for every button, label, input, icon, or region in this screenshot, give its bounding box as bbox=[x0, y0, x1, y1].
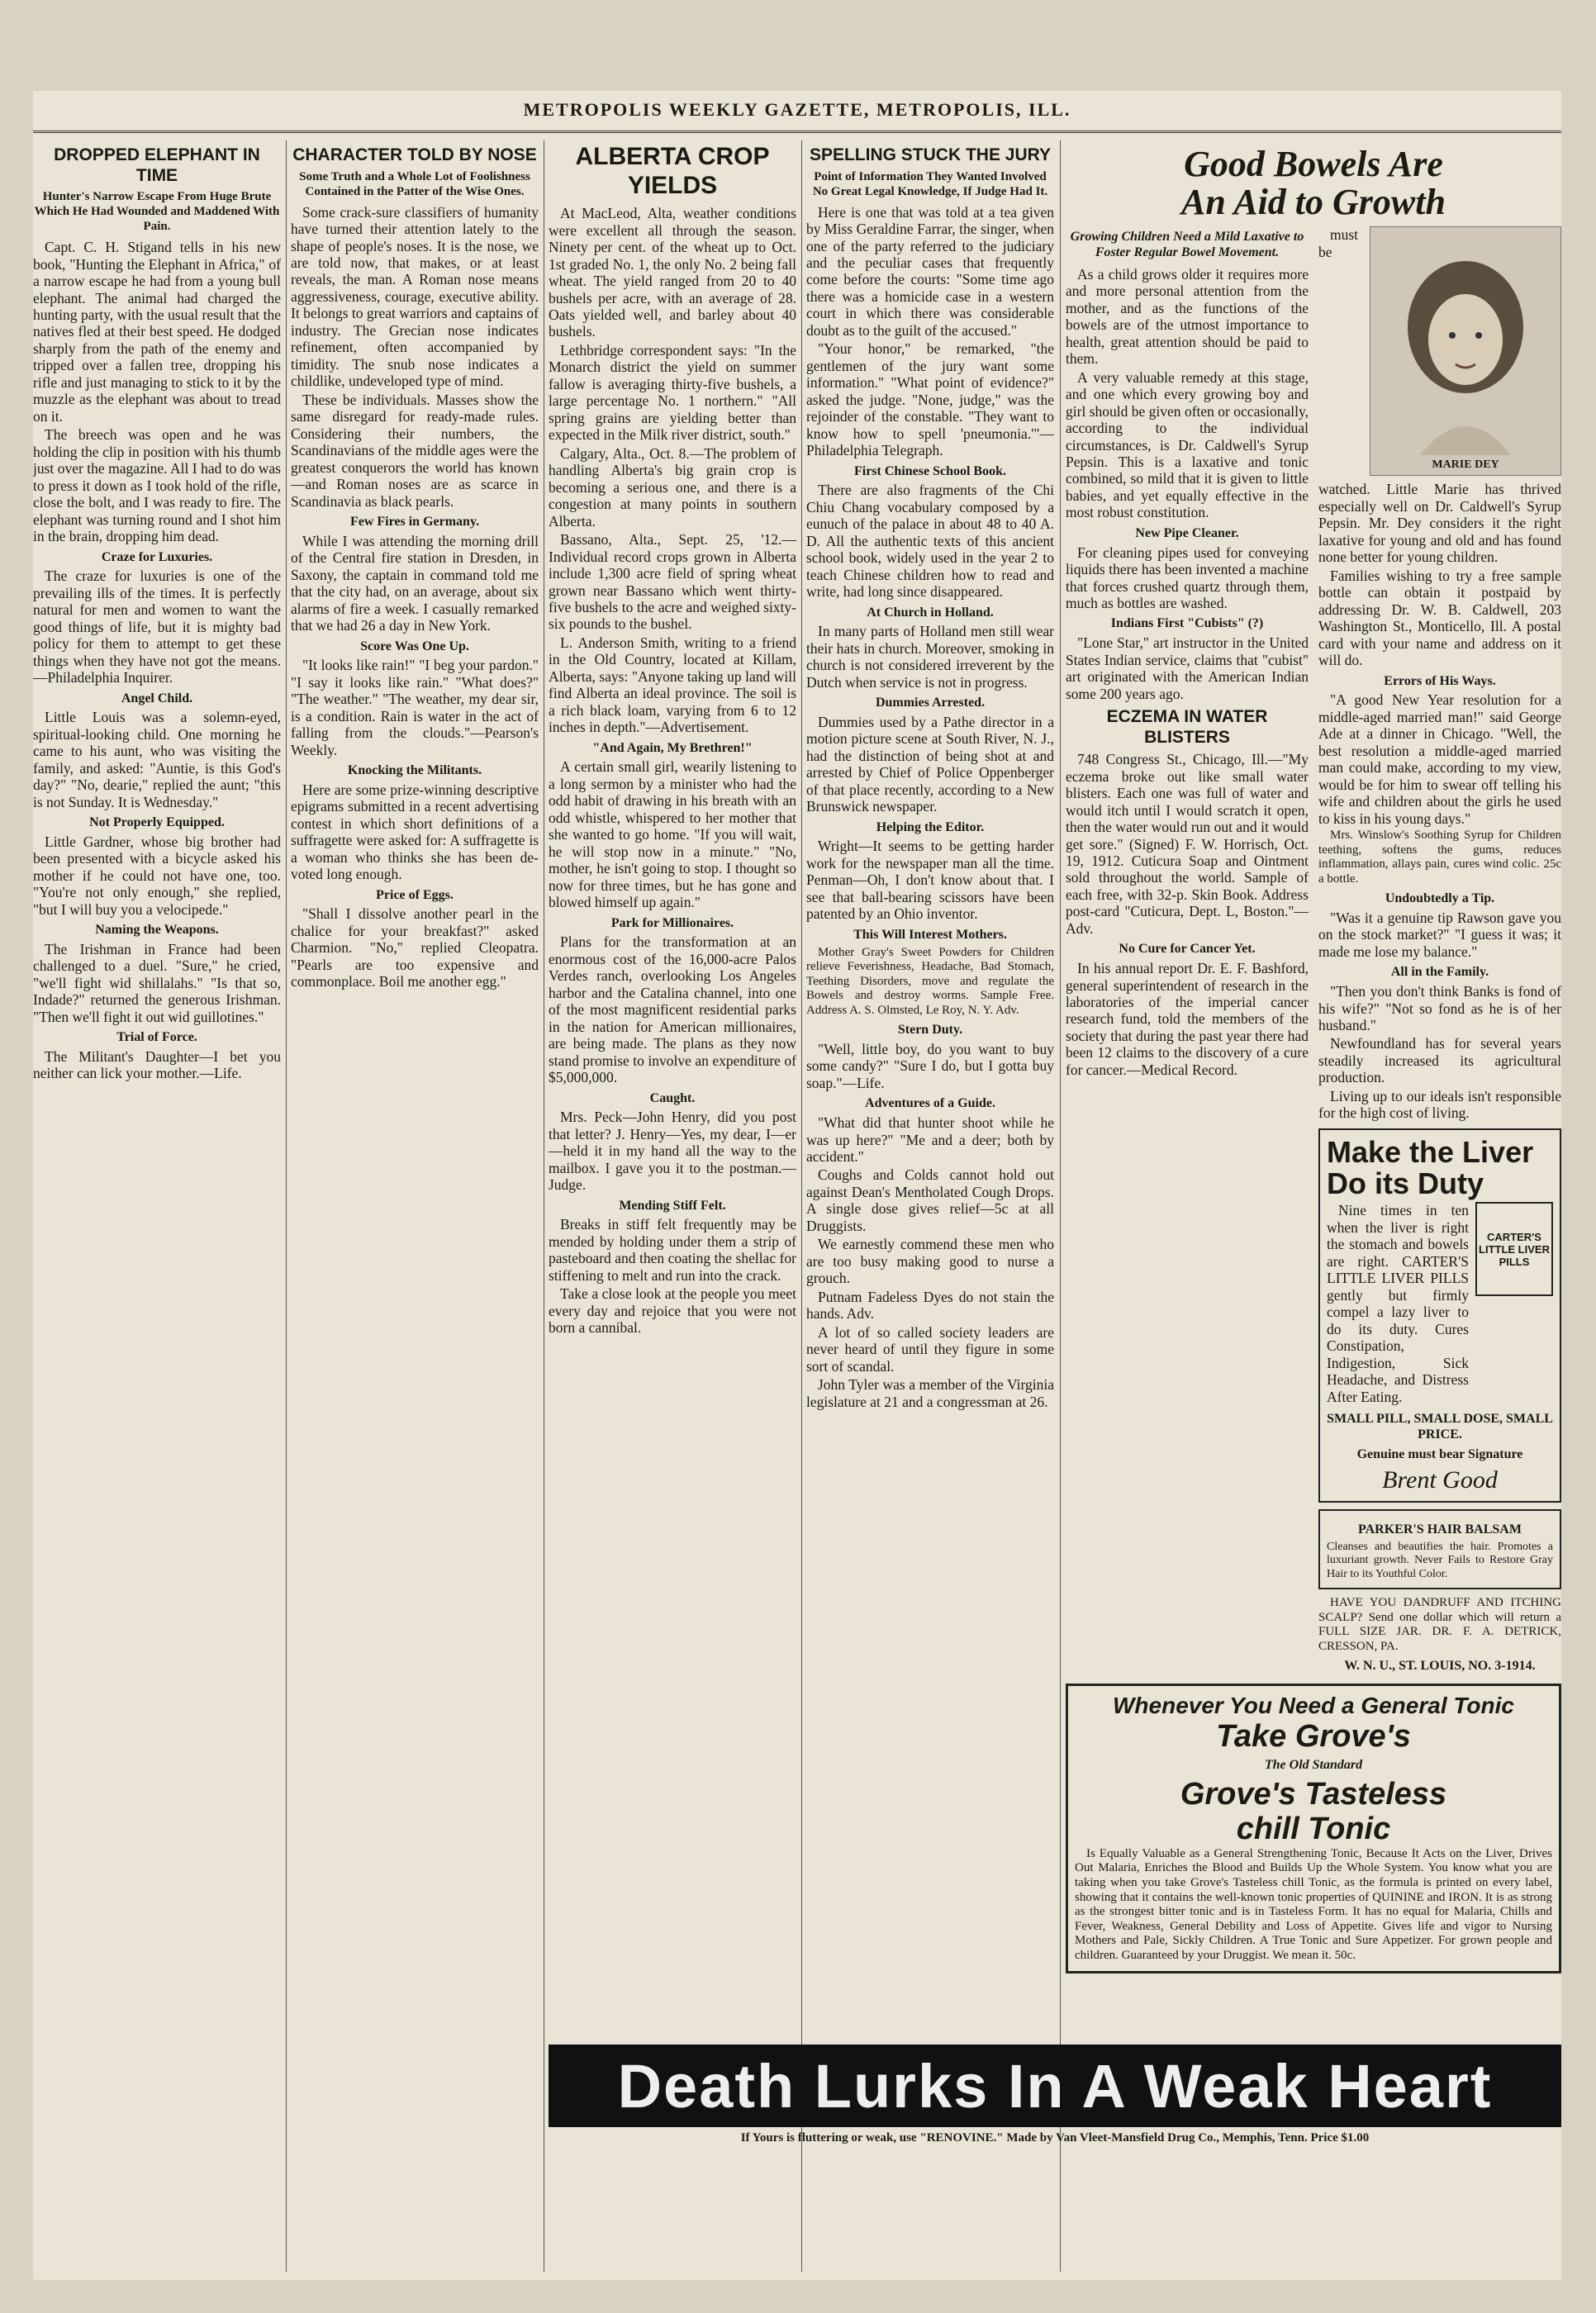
subheading: Craze for Luxuries. bbox=[101, 549, 213, 564]
renovine-banner: Death Lurks In A Weak Heart bbox=[549, 2045, 1561, 2127]
subheading: Score Was One Up. bbox=[360, 639, 469, 653]
ad-title-line: An Aid to Growth bbox=[1181, 182, 1446, 223]
column-3 bbox=[549, 140, 796, 2272]
paragraph: must be watched. Little Marie has thrived especially well on Dr. Caldwell's Syrup Pepsin. Mr. Dey considers it the right laxative for young and old and has found none better for young children. bbox=[1318, 226, 1561, 566]
column-5 bbox=[1066, 140, 1561, 2115]
subheading: Undoubtedly a Tip. bbox=[1385, 891, 1495, 906]
paragraph: These be individuals. Masses show the same disregard for ready-made rules. Considering their numbers, the Scandinavians of the middle ages were the greatest conquerors the world has known—and Roman noses are as scarce in Scandinavia as black pearls. bbox=[291, 391, 539, 510]
paragraph: Mother Gray's Sweet Powders for Children relieve Feverishness, Headache, Bad Stomach, Teething Disorders, move and regulate the Bowels and destroy worms. Sample Free. Address A. S. Olmsted, Le Roy, N. Y. Adv. bbox=[806, 945, 1054, 1017]
paragraph: Newfoundland has for several years steadily increased its agricultural production. bbox=[1318, 1035, 1561, 1086]
paragraph: Is Equally Valuable as a General Strengthening Tonic, Because It Acts on the Liver, Drives Out Malaria, Enriches the Blood and Builds Up the Whole System. You know what you are taking when you take Grove's Tasteless chill Tonic, as the formula is printed on every label, showing that it contains the well-known tonic properties of QUININE and IRON. It is as strong as the strongest bitter tonic and is in Tasteless Form. It has no equal for Malaria, Chills and Fever, Weakness, General Debility and Loss of Appetite. Gives life and vigor to Nursing Mothers and Pale, Sickly Children. A True Tonic and Sure Appetizer. For grown people and children. Guaranteed by your Druggist. We mean it. 50c. bbox=[1075, 1846, 1552, 1962]
paragraph: A very valuable remedy at this stage, and one which every growing boy and girl should be given often or occasionally, according to the individual circumstances, is Dr. Caldwell's Syrup Pepsin. This is a laxative and tonic combined, so mild that it is given to little babies, and yet equally effective in the most robust constitution. bbox=[1066, 368, 1309, 521]
paragraph: "Shall I dissolve another pearl in the chalice for your breakfast?" asked Charmion. "No," replied Cleopatra. "Pearls are too expensive and commonplace. Boil me another egg." bbox=[291, 905, 539, 990]
grove-ad-top: Whenever You Need a General Tonic bbox=[1113, 1693, 1514, 1718]
liver-ad-tagline: SMALL PILL, SMALL DOSE, SMALL PRICE. bbox=[1327, 1412, 1553, 1441]
subheading: All in the Family. bbox=[1390, 965, 1489, 980]
article-title: CHARACTER TOLD BY NOSE bbox=[292, 145, 537, 164]
pill-box-icon: CARTER'S LITTLE LIVER PILLS bbox=[1475, 1202, 1553, 1296]
column-4 bbox=[806, 140, 1054, 2272]
paragraph: At MacLeod, Alta, weather conditions were excellent all through the season. Ninety per cent. of the wheat up to Oct. 1st graded No. 1, the only No. 2 being fall wheat. The yield ranged from 20 to 40 bushels per acre, with an average of 28. Oats yielded well, and barley about 40 bushels. bbox=[549, 205, 796, 340]
paragraph: "Your honor," be remarked, "the gentlemen of the jury want some information." "What point of evidence?" asked the judge. "None, judge," was the rejoinder of the constable. "They want to know how to spell 'pneumonia.'"—Philadelphia Telegraph. bbox=[806, 340, 1054, 459]
grove-ad-top-2: Take Grove's bbox=[1216, 1718, 1411, 1754]
subheading: Angel Child. bbox=[121, 691, 193, 705]
subheading: Park for Millionaires. bbox=[610, 915, 734, 930]
paragraph: "Lone Star," art instructor in the United States Indian service, claims that "cubist" art originated with the American Indian some 200 years ago. bbox=[1066, 634, 1309, 702]
subheading: Trial of Force. bbox=[116, 1030, 197, 1045]
paragraph: For cleaning pipes used for conveying liquids there has been invented a machine that forces crushed quartz through them, much as bottles are washed. bbox=[1066, 544, 1309, 611]
column-1 bbox=[33, 140, 281, 2272]
paragraph: Mrs. Peck—John Henry, did you post that letter? J. Henry—Yes, my dear, I—er—held it in my hand all the way to the mailbox. I gave you it to the postman.—Judge. bbox=[549, 1109, 796, 1194]
paragraph: Wright—It seems to be getting harder work for the newspaper man all the time. Penman—Oh, I don't know about that. I see that ball-bearing scissors have been patented by an Ohio inventor. bbox=[806, 838, 1054, 923]
paragraph: "It looks like rain!" "I beg your pardon." "I say it looks like rain." "What does?" "The weather." "The weather, my dear sir, is a condition. Rain is water in the act of falling from the clouds."—Pearson's Weekly. bbox=[291, 657, 539, 758]
paragraph: The Irishman in France had been challenged to a duel. "Sure," he cried, "we'll fight wid shillalahs." "Is that so, Indade?" returned the generous Irishman. "Then we'll fight it out wid guillotines." bbox=[33, 940, 281, 1025]
paragraph: Calgary, Alta., Oct. 8.—The problem of handling Alberta's big grain crop is becoming a serious one, and there is a congestion at many points in southern Alberta. bbox=[549, 444, 796, 530]
girl-portrait-icon bbox=[1383, 249, 1548, 455]
ad-title bbox=[1066, 145, 1561, 221]
liver-ad-body bbox=[1327, 1202, 1553, 1407]
paragraph: "A good New Year resolution for a middle-aged married man!" said George Ade at a dinner in Chicago. "Well, the best resolution a middle-aged married man could make, according to my view, would be for him to swear off telling his wife and children about the girls he used to kiss in his young days." bbox=[1318, 691, 1561, 827]
newspaper-page bbox=[33, 91, 1561, 2280]
subheading: Stern Duty. bbox=[897, 1023, 963, 1038]
paragraph: While I was attending the morning drill of the Central fire station in Dresden, in Saxony, the captain in command told me that the city had, on an average, about six alarms of fire a week. I casually remarked that we had 26 a day in New York. bbox=[291, 532, 539, 634]
paragraph: Living up to our ideals isn't responsible for the high cost of living. bbox=[1318, 1087, 1561, 1122]
subheading: Price of Eggs. bbox=[376, 887, 454, 902]
article-title: SPELLING STUCK THE JURY bbox=[809, 145, 1052, 164]
liver-ad-title-line: Make the Liver bbox=[1327, 1134, 1534, 1169]
subheading: Indians First "Cubists" (?) bbox=[1110, 616, 1264, 631]
grove-ad-title-2: chill Tonic bbox=[1236, 1812, 1391, 1847]
subheading: At Church in Holland. bbox=[867, 605, 994, 620]
paragraph: Bassano, Alta., Sept. 25, '12.—Individual record crops grown in Alberta include 1,300 acre field of spring wheat grown near Bassano which went thirty-five bushels to the acre and weighed sixty-six pounds to the bushel. bbox=[549, 531, 796, 633]
paragraph: "Then you don't think Banks is fond of his wife?" "Not so fond as he is of her husband." bbox=[1318, 983, 1561, 1033]
paragraph: There are also fragments of the Chi Chiu Chang vocabulary composed by a eunuch of the palace in about 48 to 40 A. D. All the authentic texts of this ancient school book, widely used in the year 2 to teach Chinese children how to read and write, had long since disappeared. bbox=[806, 482, 1054, 601]
paragraph: Nine times in ten when the liver is right the stomach and bowels are right. CARTER'S LITTLE LIVER PILLS gently but firmly compel a lazy liver to do its duty. Cures Constipation, Indigestion, Sick Headache, and Distress After Eating. bbox=[1327, 1202, 1469, 1405]
paragraph: Breaks in stiff felt frequently may be mended by holding under them a strip of pasteboard and then coating the shellac for stiffening to melt and run into the crack. bbox=[549, 1216, 796, 1284]
wnu-line: W. N. U., ST. LOUIS, NO. 3-1914. bbox=[1344, 1659, 1536, 1674]
subheading: Naming the Weapons. bbox=[95, 923, 219, 938]
column-divider bbox=[286, 140, 287, 2272]
subheading: Knocking the Militants. bbox=[347, 763, 482, 778]
grove-ad-title: Grove's Tasteless bbox=[1180, 1777, 1447, 1812]
paragraph: Here is one that was told at a tea given by Miss Geraldine Farrar, the singer, when one of the party referred to the judiciary and the peculiar cases that frequently come before the courts: "Some time ago there was a homicide case in a western court in which there was considerable doubt as to the guilt of the accused." bbox=[806, 203, 1054, 339]
subheading: Adventures of a Guide. bbox=[865, 1096, 995, 1111]
subheading: Few Fires in Germany. bbox=[349, 515, 480, 529]
paragraph: John Tyler was a member of the Virginia legislature at 21 and a congressman at 26. bbox=[806, 1376, 1054, 1410]
paragraph: The craze for luxuries is one of the prevailing ills of the times. It is perfectly natural for men and women to want the good things of life, but it is mighty bad policy for them to attempt to get these things when they have not got the means.—Philadelphia Inquirer. bbox=[33, 568, 281, 686]
paragraph: Mrs. Winslow's Soothing Syrup for Children teething, softens the gums, reduces inflammation, allays pain, cures wind colic. 25c a bottle. bbox=[1318, 829, 1561, 886]
ad-subtitle: Growing Children Need a Mild Laxative to Foster Regular Bowel Movement. bbox=[1070, 230, 1304, 260]
paragraph: Take a close look at the people you meet every day and rejoice that you were not born a cannibal. bbox=[549, 1285, 796, 1337]
article-deck: Some Truth and a Whole Lot of Foolishness Contained in the Patter of the Wise Ones. bbox=[299, 169, 530, 198]
article-title: DROPPED ELEPHANT IN TIME bbox=[54, 145, 260, 185]
article-title: ALBERTA CROP YIELDS bbox=[575, 143, 770, 200]
subheading: New Pipe Cleaner. bbox=[1135, 525, 1239, 540]
paragraph: L. Anderson Smith, writing to a friend in the Old Country, located at Killam, Alberta, says: "Anyone taking up land will find Alberta an ideal province. The soil is a rich black loam, varying from 6 to 12 inches in depth."—Advertisement. bbox=[549, 634, 796, 736]
subheading: First Chinese School Book. bbox=[853, 463, 1006, 478]
grove-ad-standard: The Old Standard bbox=[1264, 1757, 1363, 1772]
article-deck: Hunter's Narrow Escape From Huge Brute Which He Had Wounded and Maddened With Pain. bbox=[34, 190, 280, 234]
paragraph: A certain small girl, wearily listening to a long sermon by a minister who had the odd habit of drawing in his breath with an odd whistle, whispered to her mother that she wanted to go home. "If you will wait, he will stop now in a minute." "No, mother, he isn't going to stop. I thought so now for three times, but he has gone and blowed himself up again." bbox=[549, 758, 796, 911]
subheading: Not Properly Equipped. bbox=[89, 815, 225, 830]
parker-ad bbox=[1318, 1509, 1561, 1589]
subheading: Helping the Editor. bbox=[876, 819, 985, 834]
column-divider bbox=[1060, 140, 1061, 2272]
subheading: "And Again, My Brethren!" bbox=[592, 740, 753, 755]
paragraph: A lot of so called society leaders are never heard of until they figure in some sort of scandal. bbox=[806, 1323, 1054, 1375]
parker-ad-title: PARKER'S HAIR BALSAM bbox=[1358, 1522, 1522, 1537]
paragraph: 748 Congress St., Chicago, Ill.—"My eczema broke out like small water blisters. Each one was full of water and would itch until I would scratch it open, then the water would run out and it would get sore." (Signed) F. W. Horrisch, Oct. 19, 1912. Cuticura Soap and Ointment sold throughout the world. Sample of each free, with 32-p. Skin Book. Address post-card "Cuticura, Dept. L, Boston."—Adv. bbox=[1066, 751, 1309, 937]
paragraph: The breech was open and he was holding the clip in position with his thumb just over the magazine. All I had to do was to press it down as I took hold of the rifle, close the bolt, and I was ready to fire. The elephant was turning round and I shot him in the brain, dropping him dead. bbox=[33, 426, 281, 545]
liver-ad bbox=[1318, 1128, 1561, 1503]
ad-title-line: Good Bowels Are bbox=[1184, 144, 1443, 184]
article-deck: Point of Information They Wanted Involved No Great Legal Knowledge, If Judge Had It. bbox=[812, 169, 1048, 198]
paragraph: Little Gardner, whose big brother had been presented with a bicycle asked his mother if he could not have one, too. "You're not only enough," she replied, "but I will buy you a velocipede." bbox=[33, 833, 281, 918]
ad-column-right bbox=[1318, 226, 1561, 1677]
paragraph: Little Louis was a solemn-eyed, spiritual-looking child. One morning he came to his aunt, who was visiting the family, and asked: "Auntie, is this God's day?" "No, dearie," replied the aunt; "this is not Sunday. It is Wednesday." bbox=[33, 709, 281, 810]
paragraph: Some crack-sure classifiers of humanity have turned their attention lately to the shape of people's noses. It is the nose, we are told now, that makes, or at least reveals, the man. A Roman nose means aggressiveness, courage, executive ability. It belongs to great warriors and captains of industry. The Grecian nose indicates refinement, often accompanied by timidity. The snub nose indicates a childlike, undeveloped type of mind. bbox=[291, 203, 539, 390]
paragraph: In many parts of Holland men still wear their hats in church. Moreover, smoking in church is not considered irreverent by the Dutch when service is not in progress. bbox=[806, 623, 1054, 691]
paragraph: We earnestly commend these men who are too busy making good to nurse a grouch. bbox=[806, 1236, 1054, 1287]
paragraph: Coughs and Colds cannot hold out against Dean's Mentholated Cough Drops. A single dose gives relief—5c at all Druggists. bbox=[806, 1166, 1054, 1234]
masthead: METROPOLIS WEEKLY GAZETTE, METROPOLIS, ILL. bbox=[523, 99, 1071, 120]
subheading: Dummies Arrested. bbox=[875, 696, 986, 710]
column-2 bbox=[291, 140, 539, 2272]
liver-ad-title bbox=[1327, 1134, 1553, 1200]
paragraph: The Militant's Daughter—I bet you neither can lick your mother.—Life. bbox=[33, 1047, 281, 1082]
paragraph: Putnam Fadeless Dyes do not stain the hands. Adv. bbox=[806, 1288, 1054, 1323]
paragraph: Lethbridge correspondent says: "In the Monarch district the yield on summer fallow is averaging thirty-five bushels, a large percentage No. 1 northern." "All spring grains are yielding better than expected in the Milk river district, south." bbox=[549, 341, 796, 444]
paragraph: In his annual report Dr. E. F. Bashford, general superintendent of research in the laboratories of the imperial cancer research fund, told the members of the society that during the past year there had been 12 claims to the discovery of a cure for cancer.—Medical Record. bbox=[1066, 960, 1309, 1078]
subheading: This Will Interest Mothers. bbox=[853, 927, 1007, 942]
ad-body bbox=[1066, 226, 1561, 1677]
portrait-image bbox=[1370, 226, 1561, 476]
article-title: ECZEMA IN WATER BLISTERS bbox=[1106, 707, 1268, 747]
paragraph: "What did that hunter shoot while he was up here?" "Me and a deer; both by accident." bbox=[806, 1114, 1054, 1166]
grove-ad bbox=[1066, 1684, 1561, 1973]
liver-ad-genuine: Genuine must bear Signature bbox=[1356, 1447, 1523, 1462]
subheading: Errors of His Ways. bbox=[1384, 673, 1496, 688]
column-divider bbox=[801, 140, 802, 2272]
paragraph: Dummies used by a Pathe director in a motion picture scene at South River, N. J., had the distinction of being shot at and arrested by Chief of Police Oppenberger of that place recently, according to a New Brunswick newspaper. bbox=[806, 713, 1054, 815]
portrait-caption: MARIE DEY bbox=[1432, 458, 1499, 471]
subheading: No Cure for Cancer Yet. bbox=[1119, 942, 1256, 957]
paragraph: Capt. C. H. Stigand tells in his new book, "Hunting the Elephant in Africa," of a narrow escape he had from a young bull elephant. The animal had charged the hunting party, with the usual result that the natives fled at their best speed. He dodged sharply from the path of the enemy and tripped over a fallen tree, dropping his rifle and just managing to stick to it by the muzzle as the elephant was about to tread on it. bbox=[33, 239, 281, 425]
subheading: Caught. bbox=[649, 1090, 696, 1105]
liver-ad-title-line: Do its Duty bbox=[1327, 1166, 1484, 1200]
signature: Brent Good bbox=[1382, 1466, 1498, 1494]
renovine-banner-footer: If Yours is fluttering or weak, use "RENOVINE." Made by Van Vleet-Mansfield Drug Co., Memphis, Tenn. Price $1.00 bbox=[740, 2131, 1370, 2144]
paragraph: Families wishing to try a free sample bottle can obtain it postpaid by addressing Dr. W. B. Caldwell, 203 Washington St., Monticello, Ill. A postal card with your name and address on it will do. bbox=[1318, 567, 1561, 669]
paragraph: Here are some prize-winning descriptive epigrams submitted in a recent advertising contest in which short definitions of a suffragette were asked for: A suffragette is a woman who thinks she has been de-voted long enough. bbox=[291, 781, 539, 883]
paragraph: "Was it a genuine tip Rawson gave you on the stock market?" "I guess it was; it made me lose my balance." bbox=[1318, 909, 1561, 960]
subheading: Mending Stiff Felt. bbox=[619, 1198, 726, 1213]
paragraph: "Well, little boy, do you want to buy some candy?" "Sure I do, but I gotta buy soap."—Life. bbox=[806, 1040, 1054, 1091]
parker-ad-text: Cleanses and beautifies the hair. Promotes a luxuriant growth. Never Fails to Restore Gray Hair to its Youthful Color. bbox=[1327, 1540, 1553, 1580]
ad-column-left bbox=[1066, 226, 1309, 1677]
masthead-rule bbox=[33, 131, 1561, 133]
paragraph: As a child grows older it requires more and more personal attention from the mother, and as the functions of the bowels are of the utmost importance to health, great attention should be paid to them. bbox=[1066, 265, 1309, 368]
paragraph: HAVE YOU DANDRUFF AND ITCHING SCALP? Send one dollar which will return a FULL SIZE JAR. DR. F. A. DETRICK, CRESSON, PA. bbox=[1318, 1596, 1561, 1653]
paragraph: Plans for the transformation at an enormous cost of the 16,000-acre Palos Verdes ranch, overlooking Los Angeles harbor and the Catalina channel, into one of the most magnificent residential parks in the nation for American millionaires, are being made. The plans as they now stand promise to involve an expenditure of $5,000,000. bbox=[549, 933, 796, 1086]
